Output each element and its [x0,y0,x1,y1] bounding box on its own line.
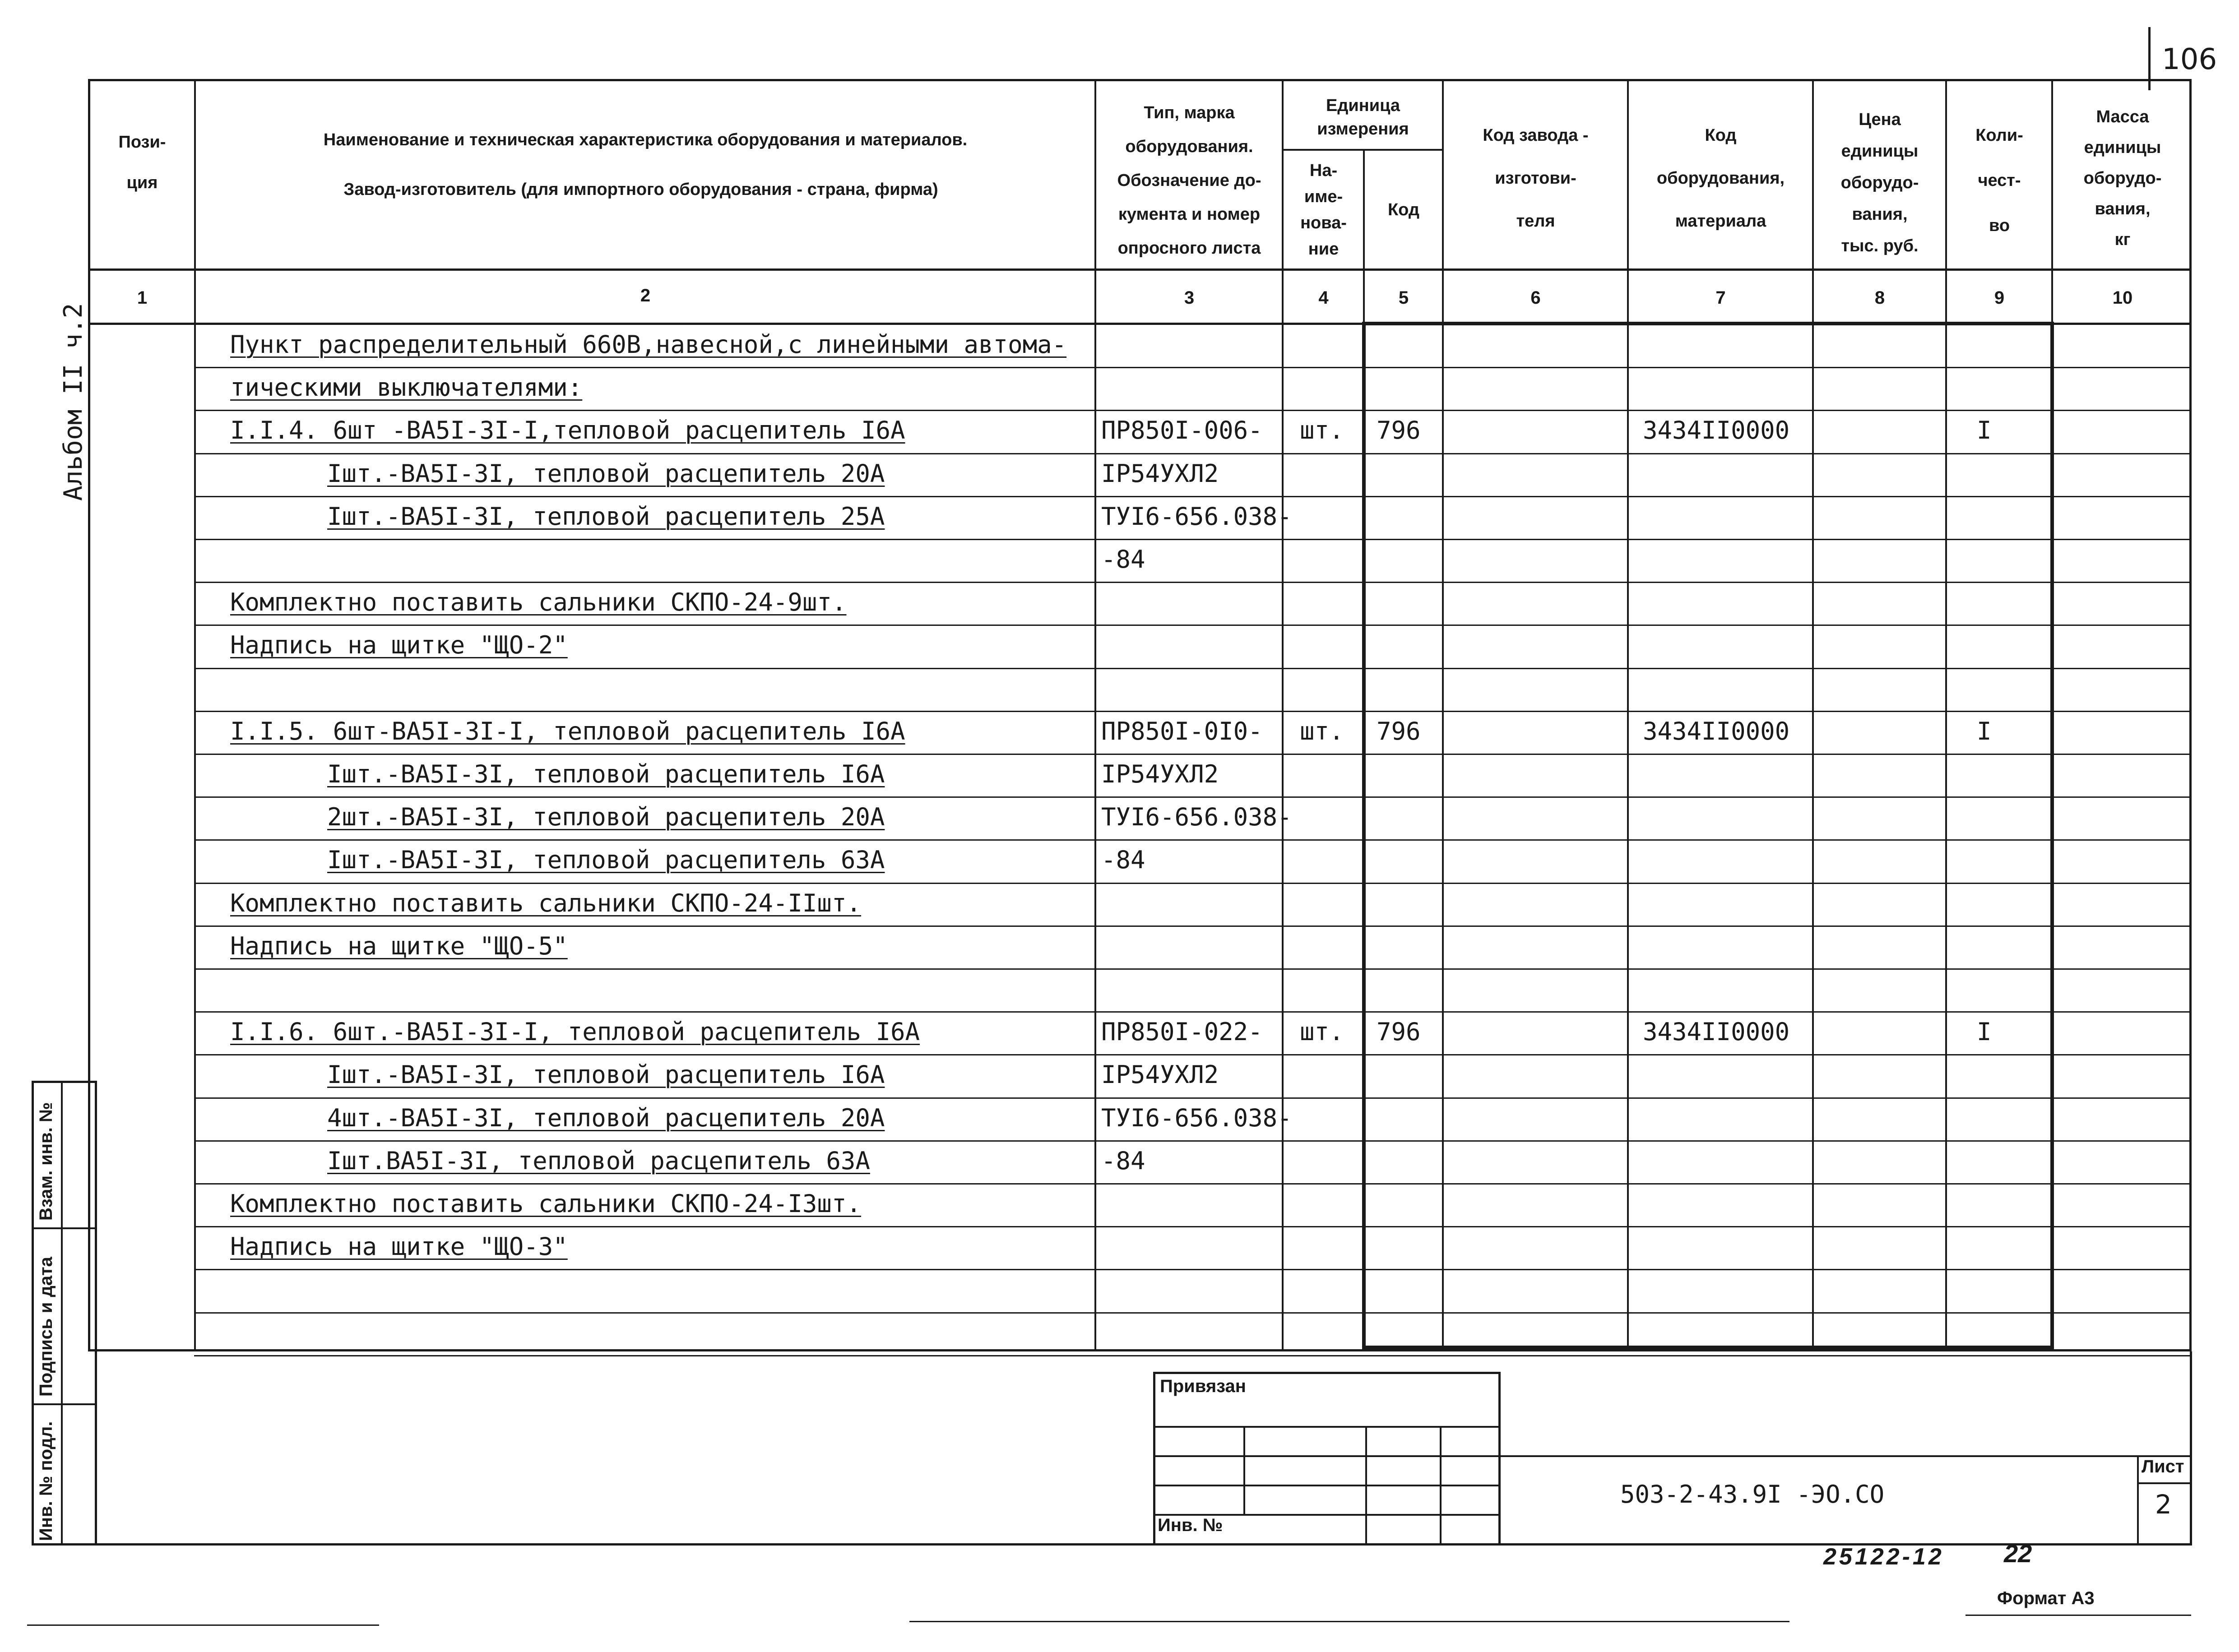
stamp-vzam: Взам. инв. № [36,1102,56,1221]
row-description: Iшт.-ВА5I-3I, тепловой расцепитель I6А [327,1060,885,1089]
hdr-mass: Масса единицы оборудо- вания, кг [2083,107,2162,249]
archive-page: 22 [2004,1539,2032,1568]
row-description: Пункт распределительный 660В,навесной,с линейными автома- [230,330,1067,359]
doc-code: 503-2-43.9I -ЭО.СО [1620,1480,1885,1509]
row-equipment-code: 3434II0000 [1643,717,1790,745]
hdr-maker: Завод-изготовитель (для импортного оборудования - страна, фирма) [343,180,938,199]
row-equipment-code: 3434II0000 [1643,1018,1790,1046]
stamp-inv: Инв. № подл. [36,1421,56,1541]
hdr-equipment-code: Код оборудования, материала [1656,125,1785,231]
row-description: I.I.4. 6шт -ВА5I-3I-I,тепловой расцепитель I6А [230,416,905,444]
hdr-price: Цена единицы оборудо- вания, тыс. руб. [1840,110,1919,255]
row-description: Iшт.ВА5I-3I, тепловой расцепитель 63А [327,1147,870,1175]
colnum-7: 7 [1715,288,1726,308]
row-unit-name: шт. [1300,717,1344,745]
row-type: ТУI6-656.038- [1101,803,1292,831]
row-type: ПР850I-006- [1101,416,1263,444]
row-type: ТУI6-656.038- [1101,1104,1292,1132]
album-label: Альбом II ч.2 [59,303,88,501]
row-description: Надпись на щитке "ЩО-2" [230,631,568,659]
inv-no-label: Инв. № [1158,1515,1223,1535]
colnum-2: 2 [640,286,651,305]
row-description: Комплектно поставить сальники СКПО-24-I3шт. [230,1189,861,1218]
row-description: тическими выключателями: [230,373,583,402]
row-equipment-code: 3434II0000 [1643,416,1790,444]
row-type: -84 [1101,545,1145,574]
hdr-type: Тип, марка оборудования. Обозначение до- кумента и номер опросного листа [1117,103,1261,258]
privyazan-label: Привязан [1160,1376,1246,1396]
row-unit-code: 796 [1377,717,1421,745]
format-label: Формат А3 [1997,1588,2095,1608]
row-description: Iшт.-ВА5I-3I, тепловой расцепитель 20А [327,459,885,488]
hdr-quantity: Коли- чест- во [1975,126,2023,235]
row-description: Iшт.-ВА5I-3I, тепловой расцепитель I6А [327,760,885,788]
colnum-10: 10 [2112,288,2133,308]
hdr-unit-name: На- име- нова- ние [1300,161,1347,259]
row-type: ПР850I-0I0- [1101,717,1263,745]
row-description: Комплектно поставить сальники СКПО-24-IIшт. [230,889,861,917]
row-unit-name: шт. [1300,416,1344,444]
row-type: -84 [1101,1147,1145,1175]
row-description: 4шт.-ВА5I-3I, тепловой расцепитель 20А [327,1104,885,1132]
stamp-podpis: Подпись и дата [36,1257,56,1397]
hdr-position: Пози- ция [118,133,166,192]
row-type: IР54УХЛ2 [1101,760,1219,788]
page-number: 106 [2162,43,2217,76]
list-label: Лист [2142,1457,2184,1476]
row-description: Комплектно поставить сальники СКПО-24-9шт. [230,588,847,616]
row-description: Iшт.-ВА5I-3I, тепловой расцепитель 63А [327,846,885,874]
row-type: IР54УХЛ2 [1101,459,1219,488]
row-unit-code: 796 [1377,1018,1421,1046]
colnum-4: 4 [1318,288,1329,308]
hdr-factory-code: Код завода - изготови- теля [1483,125,1589,231]
hdr-unit-code: Код [1387,200,1420,219]
row-description: Надпись на щитке "ЩО-3" [230,1232,568,1261]
hdr-unit: Единица измерения [1317,96,1409,139]
row-description: I.I.6. 6шт.-ВА5I-3I-I, тепловой расцепитель I6А [230,1018,920,1046]
row-quantity: I [1977,416,1992,444]
colnum-6: 6 [1530,288,1541,308]
colnum-5: 5 [1398,288,1409,308]
archive-number: 25122-12 [1823,1544,1944,1570]
row-description: Iшт.-ВА5I-3I, тепловой расцепитель 25А [327,502,885,531]
colnum-1: 1 [137,288,148,308]
row-unit-name: шт. [1300,1018,1344,1046]
list-number: 2 [2155,1489,2172,1520]
row-description: 2шт.-ВА5I-3I, тепловой расцепитель 20А [327,803,885,831]
row-quantity: I [1977,717,1992,745]
row-unit-code: 796 [1377,416,1421,444]
row-type: IР54УХЛ2 [1101,1060,1219,1089]
hdr-name: Наименование и техническая характеристика оборудования и материалов. [323,130,968,149]
row-type: ТУI6-656.038- [1101,502,1292,531]
row-description: Надпись на щитке "ЩО-5" [230,932,568,960]
row-type: -84 [1101,846,1145,874]
row-quantity: I [1977,1018,1992,1046]
colnum-8: 8 [1874,288,1885,308]
row-description: I.I.5. 6шт-ВА5I-3I-I, тепловой расцепитель I6А [230,717,905,745]
row-type: ПР850I-022- [1101,1018,1263,1046]
colnum-3: 3 [1184,288,1195,308]
colnum-9: 9 [1994,288,2005,308]
